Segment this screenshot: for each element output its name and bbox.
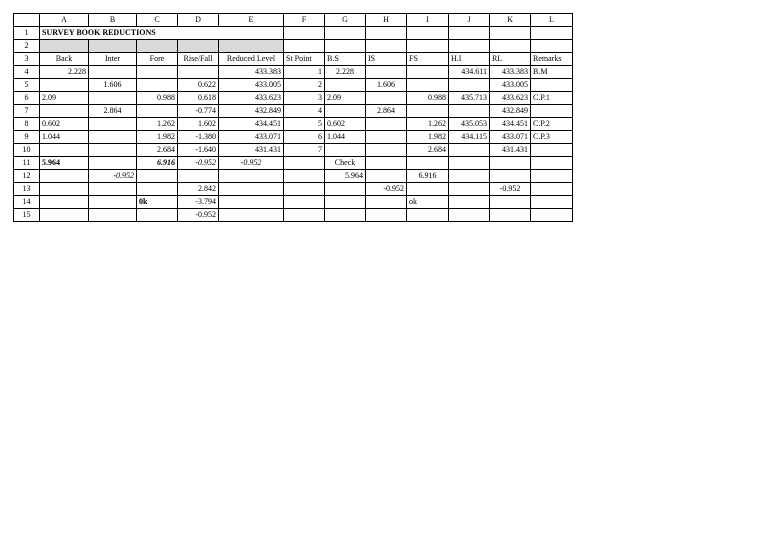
row-header-15[interactable]: 15 [14,209,40,222]
cell-j4[interactable]: 434.611 [449,66,490,79]
cell[interactable] [366,40,407,53]
row-header-6[interactable]: 6 [14,92,40,105]
cell-k6[interactable]: 433.623 [490,92,531,105]
cell[interactable] [407,183,449,196]
cell[interactable] [89,131,137,144]
cell[interactable] [219,183,284,196]
cell-h3[interactable]: IS [366,53,407,66]
cell-a9[interactable]: 1.044 [40,131,89,144]
cell-j3[interactable]: H.I [449,53,490,66]
sheet-row-12 [14,170,573,183]
cell-c9[interactable]: 1.982 [137,131,178,144]
column-header-k[interactable]: K [490,14,531,27]
cell[interactable] [89,144,137,157]
cell[interactable] [407,157,449,170]
cell-e6[interactable]: 433.623 [219,92,284,105]
column-header-d[interactable]: D [178,14,219,27]
column-header-e[interactable]: E [219,14,284,27]
cell-j9[interactable]: 434.115 [449,131,490,144]
cell-e10[interactable]: 431.431 [219,144,284,157]
cell[interactable] [40,209,89,222]
cell-d11[interactable]: -0.952 [178,157,219,170]
cell[interactable] [449,27,490,40]
cell[interactable] [407,209,449,222]
column-header-g[interactable]: G [325,14,366,27]
cell[interactable] [284,196,325,209]
cell-f4[interactable]: 1 [284,66,325,79]
cell[interactable] [531,209,573,222]
cell-i12[interactable]: 6.916 [407,170,449,183]
cell[interactable] [531,196,573,209]
cell[interactable] [284,157,325,170]
cell[interactable] [219,209,284,222]
cell-f8[interactable]: 5 [284,118,325,131]
cell[interactable] [40,144,89,157]
column-header-j[interactable]: J [449,14,490,27]
cell[interactable] [89,196,137,209]
cell-e8[interactable]: 434.451 [219,118,284,131]
cell-l6[interactable]: C.P.1 [531,92,573,105]
cell[interactable] [449,157,490,170]
cell-j6[interactable]: 435.713 [449,92,490,105]
cell[interactable] [531,105,573,118]
cell[interactable] [366,27,407,40]
row-header-4[interactable]: 4 [14,66,40,79]
cell[interactable] [89,40,137,53]
sheet-row-4 [14,66,573,79]
cell[interactable] [137,66,178,79]
cell[interactable] [366,92,407,105]
cell[interactable] [531,144,573,157]
sheet-title[interactable]: SURVEY BOOK REDUCTIONS [40,27,284,40]
cell-i14[interactable]: ok [407,196,449,209]
sheet-row-5 [14,79,573,92]
cell-l8[interactable]: C.P.2 [531,118,573,131]
cell[interactable] [490,157,531,170]
cell-k13[interactable]: -0.952 [490,183,531,196]
cell[interactable] [449,79,490,92]
cell[interactable] [40,170,89,183]
cell-l4[interactable]: B.M [531,66,573,79]
cell-h13[interactable]: -0.952 [366,183,407,196]
cell[interactable] [325,40,366,53]
cell[interactable] [89,66,137,79]
row-header-8[interactable]: 8 [14,118,40,131]
row-header-13[interactable]: 13 [14,183,40,196]
cell-a4[interactable]: 2.228 [40,66,89,79]
cell-d5[interactable]: 0.622 [178,79,219,92]
cell-e4[interactable]: 433.383 [219,66,284,79]
cell-e9[interactable]: 433.071 [219,131,284,144]
cell[interactable] [449,170,490,183]
cell[interactable] [531,183,573,196]
cell[interactable] [531,157,573,170]
cell-d13[interactable]: 2.842 [178,183,219,196]
cell[interactable] [407,27,449,40]
row-header-9[interactable]: 9 [14,131,40,144]
sheet-row-2 [14,40,573,53]
corner-cell[interactable] [14,14,40,27]
cell-f5[interactable]: 2 [284,79,325,92]
cell-l3[interactable]: Remarks [531,53,573,66]
cell[interactable] [40,105,89,118]
cell-b3[interactable]: Inter [89,53,137,66]
cell[interactable] [178,170,219,183]
cell[interactable] [325,183,366,196]
cell[interactable] [490,27,531,40]
cell-f6[interactable]: 3 [284,92,325,105]
cell[interactable] [89,157,137,170]
column-header-b[interactable]: B [89,14,137,27]
cell-l9[interactable]: C.P.3 [531,131,573,144]
row-header-3[interactable]: 3 [14,53,40,66]
cell[interactable] [284,183,325,196]
cell-j8[interactable]: 435.053 [449,118,490,131]
cell-c11[interactable]: 6.916 [137,157,178,170]
cell[interactable] [40,196,89,209]
cell-e5[interactable]: 433.005 [219,79,284,92]
cell[interactable] [219,170,284,183]
column-header-f[interactable]: F [284,14,325,27]
sheet-row-14 [14,196,573,209]
cell[interactable] [449,40,490,53]
cell[interactable] [366,144,407,157]
cell-a6[interactable]: 2.09 [40,92,89,105]
cell[interactable] [137,105,178,118]
cell[interactable] [137,79,178,92]
cell-d3[interactable]: Rise/Fall [178,53,219,66]
cell[interactable] [449,196,490,209]
cell-g8[interactable]: 0.602 [325,118,366,131]
cell[interactable] [178,40,219,53]
cell-i9[interactable]: 1.982 [407,131,449,144]
cell-g11[interactable]: Check [325,157,366,170]
cell[interactable] [366,131,407,144]
cell[interactable] [490,170,531,183]
column-header-l[interactable]: L [531,14,573,27]
cell[interactable] [531,27,573,40]
cell[interactable] [40,183,89,196]
cell[interactable] [490,209,531,222]
spreadsheet-grid [13,13,573,222]
cell[interactable] [137,40,178,53]
sheet-row-10 [14,144,573,157]
cell[interactable] [325,209,366,222]
cell[interactable] [449,144,490,157]
row-header-11[interactable]: 11 [14,157,40,170]
cell-b5[interactable]: 1.606 [89,79,137,92]
cell-h7[interactable]: 2.864 [366,105,407,118]
cell[interactable] [284,27,325,40]
column-header-row [14,14,573,27]
cell-k8[interactable]: 434.451 [490,118,531,131]
sheet-row-7 [14,105,573,118]
row-header-10[interactable]: 10 [14,144,40,157]
cell[interactable] [366,66,407,79]
cell-e11[interactable]: -0.952 [219,157,284,170]
cell-d10[interactable]: -1.640 [178,144,219,157]
sheet-row-9 [14,131,573,144]
column-header-c[interactable]: C [137,14,178,27]
cell-f9[interactable]: 6 [284,131,325,144]
cell-d14[interactable]: -3.794 [178,196,219,209]
cell[interactable] [325,27,366,40]
cell-f7[interactable]: 4 [284,105,325,118]
cell-c10[interactable]: 2.684 [137,144,178,157]
cell[interactable] [89,183,137,196]
cell[interactable] [40,79,89,92]
cell[interactable] [490,196,531,209]
cell-f10[interactable]: 7 [284,144,325,157]
cell-c14[interactable]: 0k [137,196,178,209]
cell-b12[interactable]: -0.952 [89,170,137,183]
cell-e3[interactable]: Reduced Level [219,53,284,66]
row-header-1[interactable]: 1 [14,27,40,40]
sheet-row-11 [14,157,573,170]
cell-b7[interactable]: 2.864 [89,105,137,118]
cell[interactable] [284,170,325,183]
cell-c8[interactable]: 1.262 [137,118,178,131]
cell[interactable] [366,196,407,209]
cell-g12[interactable]: 5.964 [325,170,366,183]
cell[interactable] [325,79,366,92]
cell[interactable] [219,40,284,53]
sheet-row-13 [14,183,573,196]
cell[interactable] [366,170,407,183]
cell[interactable] [366,157,407,170]
cell-d15[interactable]: -0.952 [178,209,219,222]
column-header-a[interactable]: A [40,14,89,27]
row-header-12[interactable]: 12 [14,170,40,183]
cell-k9[interactable]: 433.071 [490,131,531,144]
cell[interactable] [137,170,178,183]
cell-d9[interactable]: -1.380 [178,131,219,144]
sheet-row-15 [14,209,573,222]
sheet-row-6 [14,92,573,105]
cell-c6[interactable]: 0.988 [137,92,178,105]
cell-g6[interactable]: 2.09 [325,92,366,105]
cell[interactable] [531,40,573,53]
column-header-h[interactable]: H [366,14,407,27]
row-header-14[interactable]: 14 [14,196,40,209]
cell[interactable] [325,105,366,118]
cell[interactable] [219,196,284,209]
cell[interactable] [366,209,407,222]
row-header-5[interactable]: 5 [14,79,40,92]
sheet-row-1 [14,27,573,40]
column-header-i[interactable]: I [407,14,449,27]
cell[interactable] [449,105,490,118]
cell-d6[interactable]: 0.618 [178,92,219,105]
cell-a3[interactable]: Back [40,53,89,66]
row-header-2[interactable]: 2 [14,40,40,53]
cell-c3[interactable]: Fore [137,53,178,66]
cell-i8[interactable]: 1.262 [407,118,449,131]
cell[interactable] [325,144,366,157]
sheet-row-3 [14,53,573,66]
cell[interactable] [449,183,490,196]
cell-a11[interactable]: 5.964 [40,157,89,170]
cell[interactable] [284,40,325,53]
cell-i6[interactable]: 0.988 [407,92,449,105]
cell[interactable] [325,196,366,209]
cell[interactable] [531,170,573,183]
cell-h5[interactable]: 1.606 [366,79,407,92]
sheet-row-8 [14,118,573,131]
cell-g3[interactable]: B.S [325,53,366,66]
cell[interactable] [284,209,325,222]
cell[interactable] [40,40,89,53]
cell-e7[interactable]: 432.849 [219,105,284,118]
cell-d8[interactable]: 1.602 [178,118,219,131]
cell-k7[interactable]: 432.849 [490,105,531,118]
cell-g4[interactable]: 2.228 [325,66,366,79]
cell-g9[interactable]: 1.044 [325,131,366,144]
cell-k10[interactable]: 431.431 [490,144,531,157]
cell-f3[interactable]: St Point [284,53,325,66]
cell[interactable] [531,79,573,92]
cell[interactable] [407,79,449,92]
cell-i3[interactable]: FS [407,53,449,66]
cell[interactable] [137,209,178,222]
cell-k3[interactable]: RL [490,53,531,66]
cell[interactable] [89,118,137,131]
cell-a8[interactable]: 0.602 [40,118,89,131]
cell[interactable] [137,183,178,196]
cell-d7[interactable]: -0.774 [178,105,219,118]
cell[interactable] [407,105,449,118]
cell-i10[interactable]: 2.684 [407,144,449,157]
cell[interactable] [407,40,449,53]
cell[interactable] [89,209,137,222]
row-header-7[interactable]: 7 [14,105,40,118]
cell[interactable] [407,66,449,79]
cell[interactable] [178,66,219,79]
cell-k5[interactable]: 433.005 [490,79,531,92]
cell[interactable] [366,118,407,131]
cell[interactable] [89,92,137,105]
cell-k4[interactable]: 433.383 [490,66,531,79]
cell[interactable] [490,40,531,53]
cell[interactable] [449,209,490,222]
